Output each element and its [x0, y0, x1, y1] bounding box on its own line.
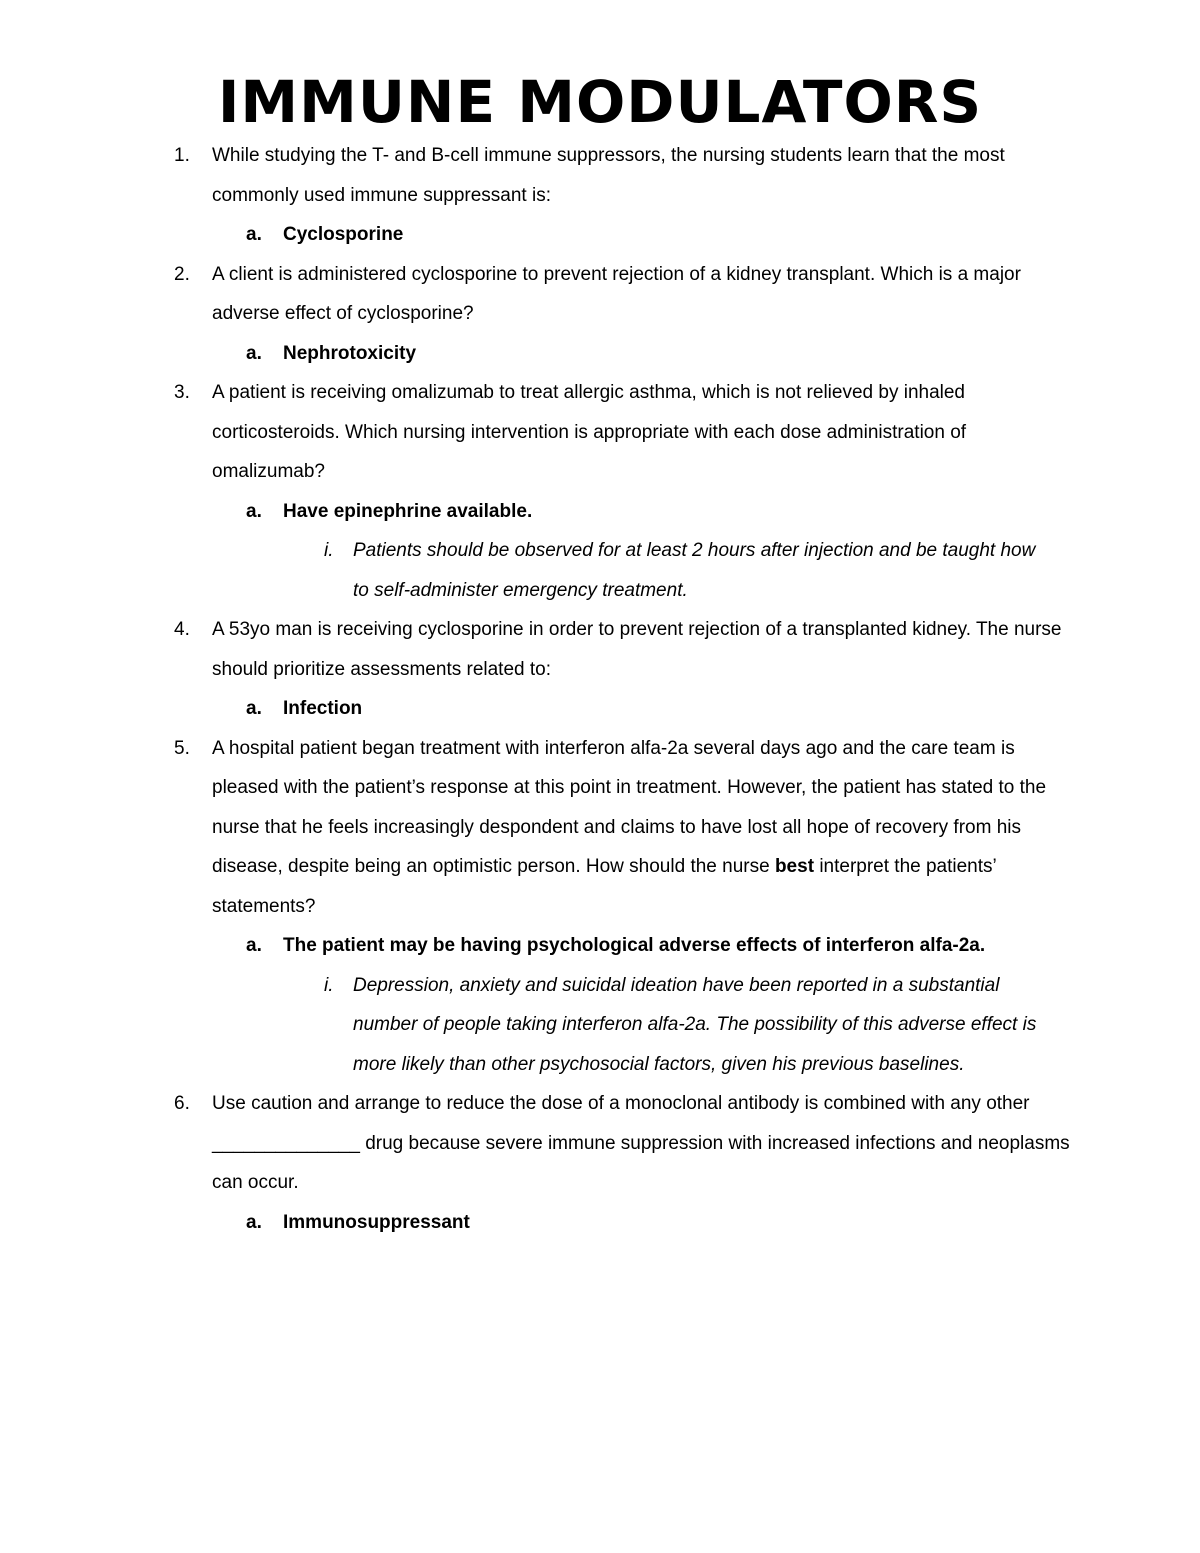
- question-item: [0, 373, 1200, 610]
- answer-text: The patient may be having psychological adverse effects of interferon alfa-2a.: [283, 935, 986, 956]
- question-text-part: interpret the patients’ statements?: [212, 856, 997, 917]
- question-text: Use caution and arrange to reduce the dose of a monoclonal antibody is combined with any other ______________ drug because severe immune suppression with increased infections and neoplasms can occur.: [212, 1093, 1070, 1193]
- question-list: [0, 136, 1200, 1242]
- question-text: A patient is receiving omalizumab to treat allergic asthma, which is not relieved by inhaled corticosteroids. Which nursing intervention is appropriate with each dose administration of omalizumab?: [212, 382, 967, 482]
- emphasis-text: best: [774, 856, 815, 877]
- question-number: 3.: [174, 382, 190, 403]
- question-text: While studying the T- and B-cell immune suppressors, the nursing students learn that the most commonly used immune suppressant is:: [212, 145, 1005, 206]
- question-item: [0, 729, 1200, 1085]
- answer-marker: a.: [246, 224, 262, 245]
- rationale-text: Depression, anxiety and suicidal ideation have been reported in a substantial number of people taking interferon alfa-2a. The possibility of this adverse effect is more likely than other psychosocial factors, given his previous baselines.: [353, 974, 1037, 1075]
- answer-marker: a.: [246, 935, 262, 956]
- rationale-marker: i.: [324, 974, 334, 996]
- answer-marker: a.: [246, 698, 262, 719]
- question-number: 6.: [174, 1093, 190, 1114]
- answer-text: Cyclosporine: [283, 224, 404, 245]
- rationale-marker: i.: [324, 540, 334, 561]
- answer-item: [0, 926, 1200, 966]
- answer-text: Nephrotoxicity: [283, 342, 417, 364]
- rationale-item: [0, 531, 1200, 610]
- rationale-item: [0, 966, 1200, 1085]
- answer-item: [0, 215, 1200, 255]
- question-item: [0, 610, 1200, 729]
- answer-item: [0, 689, 1200, 729]
- question-item: [0, 136, 1200, 255]
- rationale-text: Patients should be observed for at least 2 hours after injection and be taught how to self-administer emergency treatment.: [353, 540, 1036, 601]
- question-item: [0, 255, 1200, 374]
- answer-marker: a.: [246, 342, 262, 364]
- answer-marker: a.: [246, 500, 262, 522]
- question-text-part: A hospital patient began treatment with interferon alfa-2a several days ago and the care team is pleased with the patient’s response at this point in treatment. However, the patient has stated to the nurse that he feels increasingly despondent and claims to have lost all hope of recovery from his disease, despite being an optimistic person. How should the nurse: [212, 737, 1047, 877]
- question-text: A client is administered cyclosporine to prevent rejection of a kidney transplant. Which is a major adverse effect of cyclosporine?: [212, 263, 1021, 324]
- question-number: 4.: [174, 619, 190, 640]
- answer-item: [0, 334, 1200, 374]
- question-number: 5.: [174, 737, 190, 759]
- answer-text: Immunosuppressant: [283, 1211, 470, 1233]
- question-number: 1.: [174, 145, 190, 166]
- question-number: 2.: [174, 263, 190, 285]
- answer-item: [0, 1203, 1200, 1243]
- question-text: A 53yo man is receiving cyclosporine in order to prevent rejection of a transplanted kidney. The nurse should prioritize assessments related to:: [212, 619, 1062, 680]
- question-text: [212, 729, 1072, 927]
- question-item: [0, 1084, 1200, 1242]
- answer-text: Have epinephrine available.: [283, 500, 533, 522]
- answer-text: Infection: [283, 698, 363, 719]
- page-title: IMMUNE MODULATORS: [217, 68, 983, 136]
- answer-marker: a.: [246, 1211, 262, 1233]
- answer-item: [0, 492, 1200, 532]
